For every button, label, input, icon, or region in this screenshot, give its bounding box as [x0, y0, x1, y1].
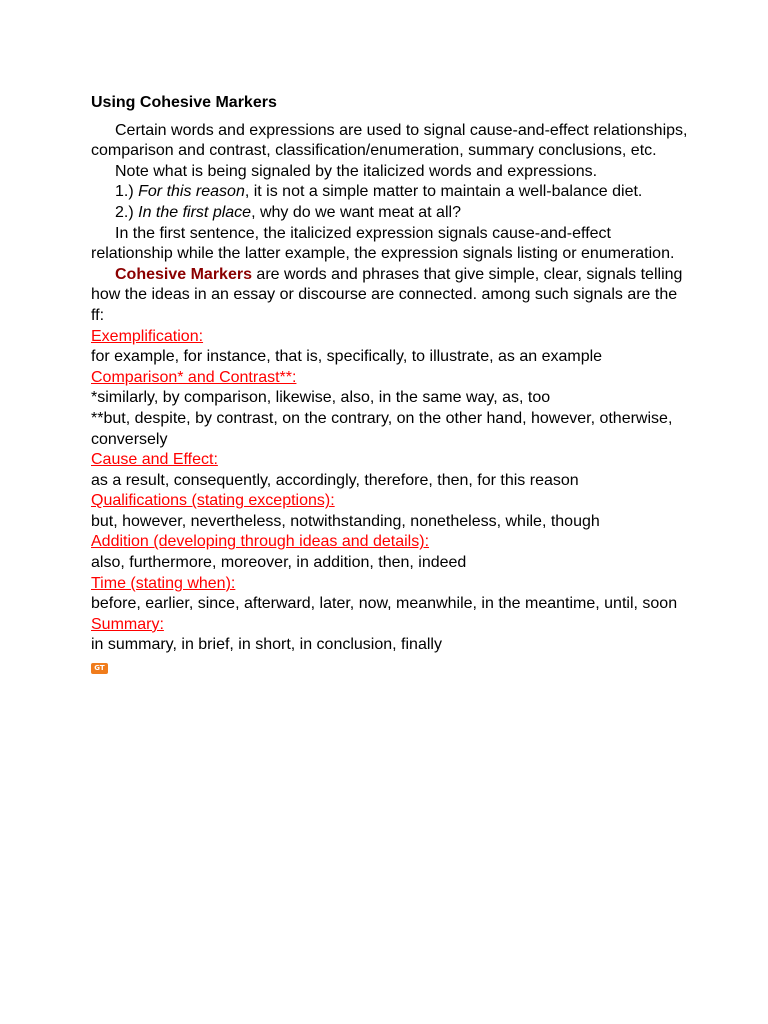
- heading-summary: Summary:: [91, 615, 164, 633]
- example-2-number: 2.): [115, 203, 139, 221]
- heading-addition: Addition (developing through ideas and details):: [91, 533, 430, 551]
- cohesive-markers-term: Cohesive Markers: [115, 265, 252, 283]
- example-1: [91, 182, 691, 203]
- page-title: Using Cohesive Markers: [91, 94, 277, 111]
- list-qualifications: but, however, nevertheless, notwithstanding, nonetheless, while, though: [91, 512, 600, 530]
- document-page: [91, 93, 691, 677]
- heading-qualifications: Qualifications (stating exceptions):: [91, 492, 335, 510]
- list-comparison: *similarly, by comparison, likewise, also, in the same way, as, too: [91, 389, 551, 407]
- note-paragraph: Note what is being signaled by the italicized words and expressions.: [115, 162, 598, 180]
- example-1-number: 1.): [115, 183, 139, 201]
- list-summary: in summary, in brief, in short, in conclusion, finally: [91, 636, 442, 654]
- heading-comparison-contrast: Comparison* and Contrast**:: [91, 368, 297, 386]
- list-contrast: **but, despite, by contrast, on the contrary, on the other hand, however, otherwise, conversely: [91, 409, 673, 448]
- definition-text: are words and phrases that give simple, clear, signals telling how the ideas in an essay or discourse are connected. among such signals are the ff:: [91, 265, 683, 324]
- example-2: [91, 203, 691, 224]
- list-cause-effect: as a result, consequently, accordingly, therefore, then, for this reason: [91, 471, 579, 489]
- google-translate-icon[interactable]: GT: [91, 663, 108, 674]
- intro-paragraph: Certain words and expressions are used to signal cause-and-effect relationships, comparison and contrast, classification/enumeration, summary conclusions, etc.: [91, 121, 688, 160]
- example-1-text: , it is not a simple matter to maintain a well-balance diet.: [244, 183, 643, 201]
- heading-time: Time (stating when):: [91, 574, 236, 592]
- heading-cause-effect: Cause and Effect:: [91, 451, 218, 469]
- list-addition: also, furthermore, moreover, in addition, then, indeed: [91, 554, 467, 572]
- example-1-italic: For this reason: [138, 183, 245, 201]
- example-2-italic: In the first place: [138, 203, 252, 221]
- example-2-text: , why do we want meat at all?: [251, 203, 461, 221]
- list-time: before, earlier, since, afterward, later, now, meanwhile, in the meantime, until, soon: [91, 595, 678, 613]
- explanation-paragraph: In the first sentence, the italicized expression signals cause-and-effect relationship while the latter example, the expression signals listing or enumeration.: [91, 224, 675, 263]
- definition-paragraph: [91, 265, 691, 327]
- list-exemplification: for example, for instance, that is, specifically, to illustrate, as an example: [91, 348, 603, 366]
- heading-exemplification: Exemplification:: [91, 327, 204, 345]
